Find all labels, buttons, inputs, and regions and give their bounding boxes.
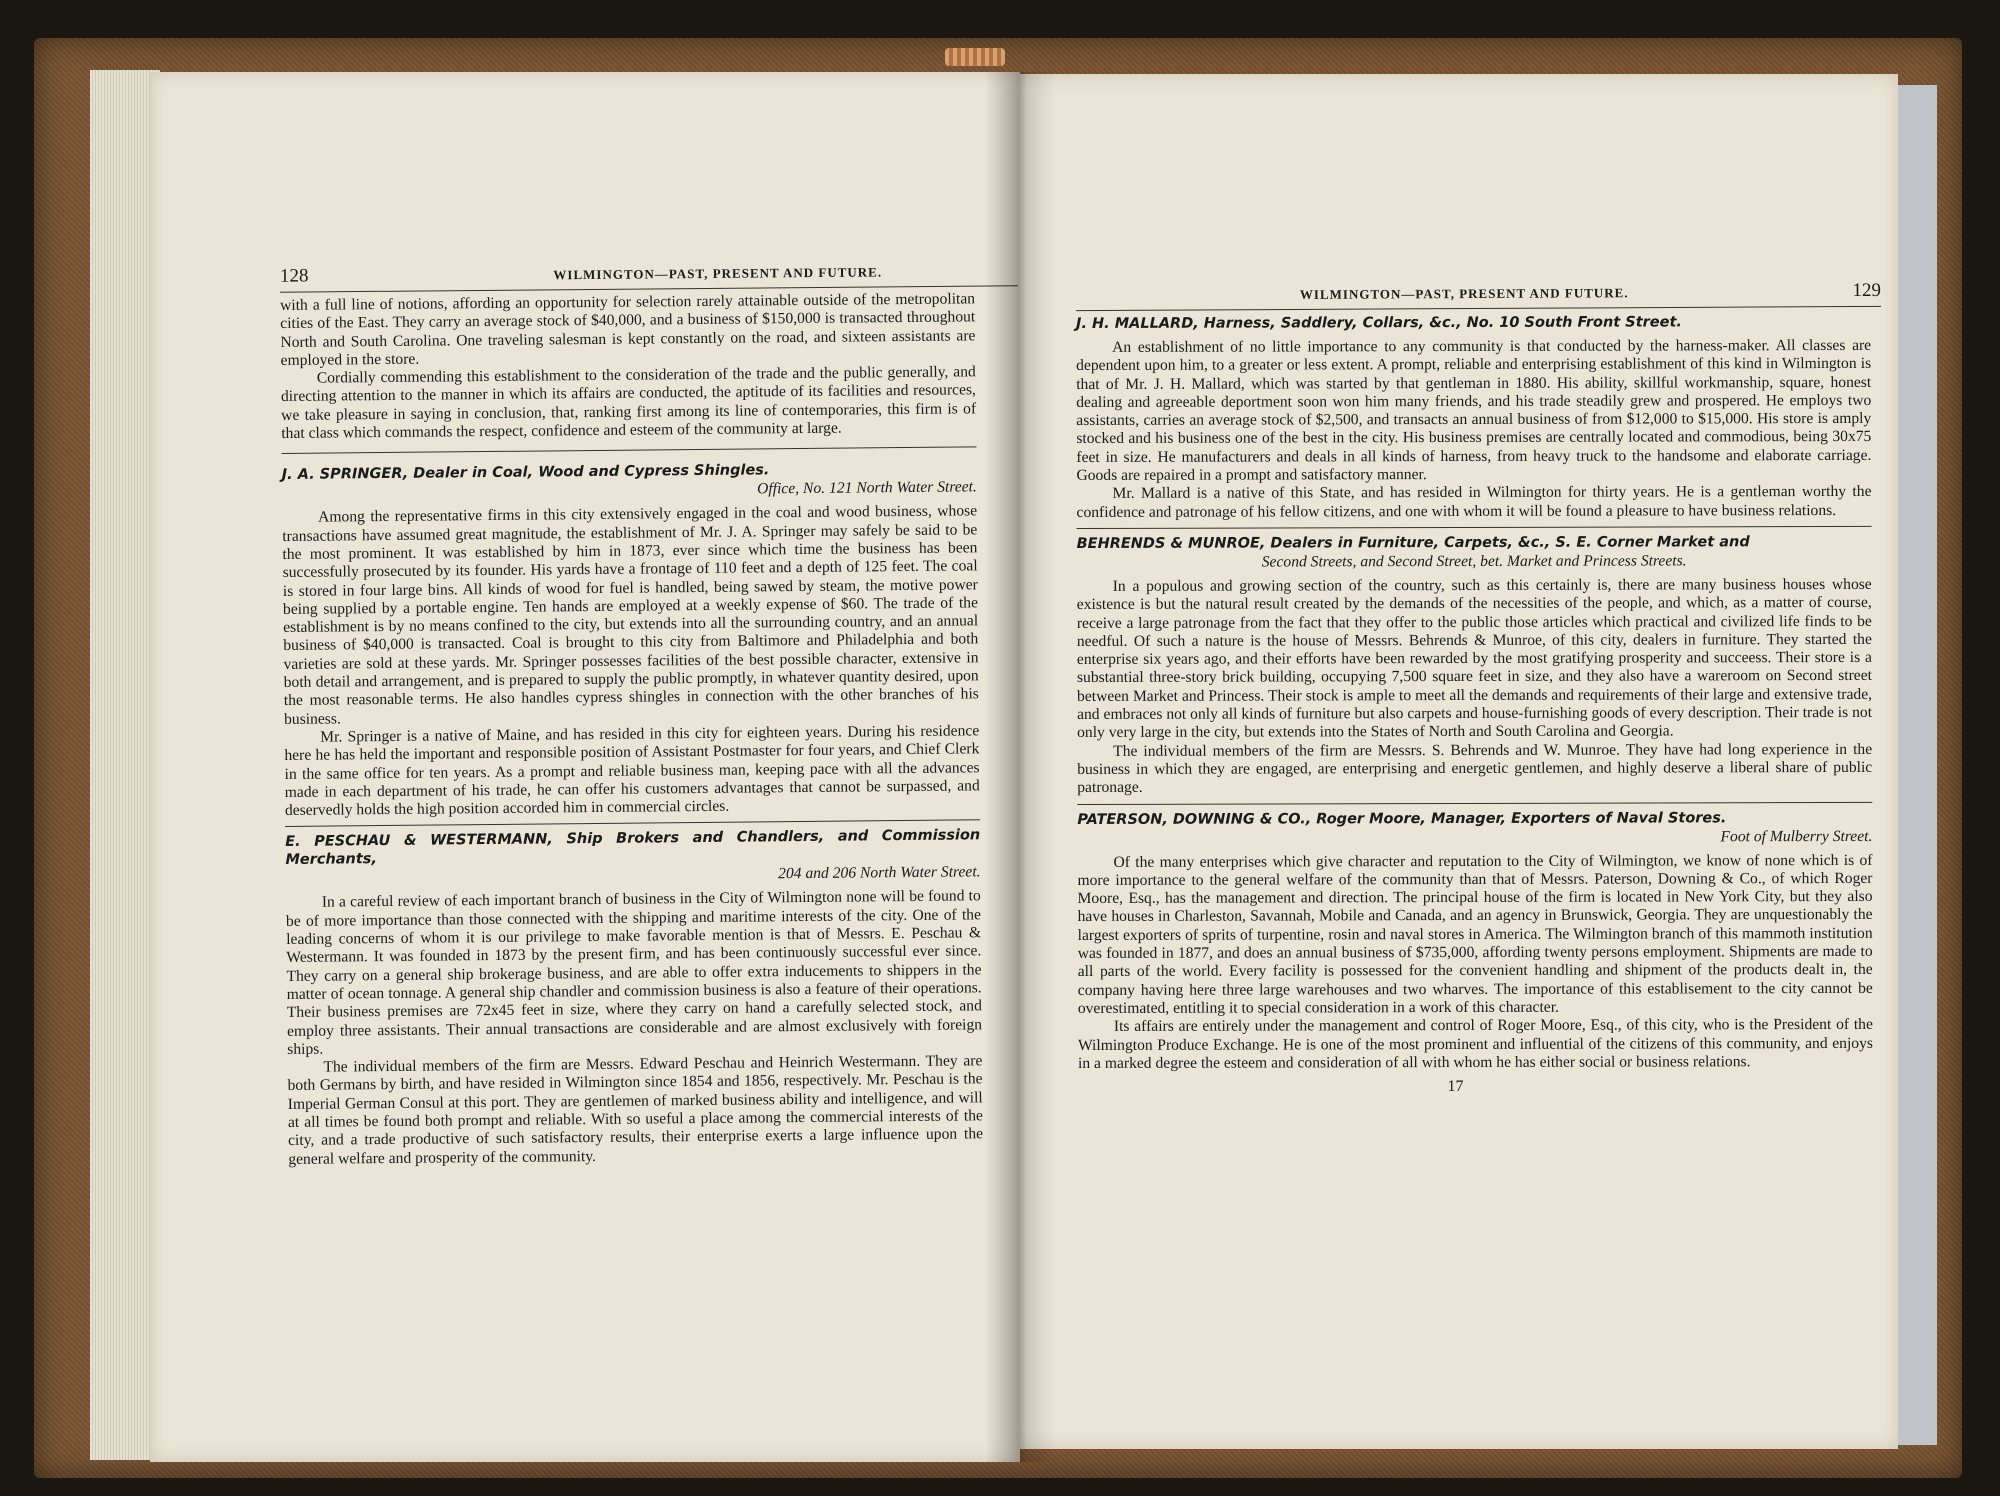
intro-paragraph: with a full line of notions, affording an opportunity for selection rarely attainable outside of the metropolitan cities of the East. They carry an average stock of $40,000, and a business of $150,000 is transacted throughout North and South Carolina. One traveling salesman is kept constantly on the road, and sixteen assistants are employed in the store. [280, 290, 976, 369]
springer-paragraph: Mr. Springer is a native of Maine, and has resided in this city for eighteen years. During his residence here he has held the important and responsible position of Assistant Postmaster for four years, and Chief Clerk in the same office for ten years. As a prompt and reliable business man, keeping pace with all the advances made in each department of his trade, he can offer his customers advantages that cannot be surpassed, and deservedly holds the high position accorded him in commercial circles. [284, 722, 980, 820]
signature-mark: 17 [1447, 1078, 1464, 1096]
left-page [150, 72, 1020, 1462]
mallard-heading: J. H. MALLARD, Harness, Saddlery, Collars, &c., No. 10 South Front Street. [1076, 314, 1682, 332]
right-page-number: 129 [1852, 279, 1882, 302]
book-headband [945, 48, 1005, 66]
right-text-column [1076, 307, 1873, 1097]
behrends-paragraph: In a populous and growing section of the country, such as this certainly is, there are many business houses whose existence is but the natural result created by the demands of the necessities of the people, and which, as a matter of course, receive a large patronage from the fact that they offer to the public those articles which practical and civilized life finds to be needful. Of such a nature is the house of Messrs. Behrends & Munroe, of this city, dealers in furniture. They started the enterprise six years ago, and their efforts have been rewarded by the most gratifying prosperity and succeess. Their store is a substantial three-story brick building, occupying 7,500 square feet in size, and they also have a wareroom on Second street between Market and Princess. Their stock is ample to meet all the demands and requirements of their large and extensive trade, and embraces not only all kinds of furniture but also carpets and house-furnishing goods of every description. Their trade is not only very large in the city, but extends into the States of North and South Carolina and Georgia. [1076, 575, 1873, 742]
intro-paragraph: Cordially commending this establishment to the consideration of the trade and the public generally, and directing attention to the manner in which its affairs are conducted, the aptitude of its facilities and resources, we take pleasure in saying in conclusion, that, ranking first among its line of contemporaries, this firm is of that class which commands the respect, confidence and esteem of the community at large. [280, 363, 977, 443]
peschau-heading: E. PESCHAU & WESTERMANN, Ship Brokers and Chandlers, and Commission Merchants, [285, 827, 981, 869]
paterson-heading: PATERSON, DOWNING & CO., Roger Moore, Manager, Exporters of Naval Stores. [1077, 809, 1727, 828]
left-page-number: 128 [279, 265, 309, 287]
right-page [1018, 74, 1898, 1449]
behrends-heading: BEHRENDS & MUNROE, Dealers in Furniture, Carpets, &c., S. E. Corner Market and [1076, 534, 1750, 552]
peschau-address: 204 and 206 North Water Street. [778, 863, 981, 883]
left-running-head-title: WILMINGTON—PAST, PRESENT AND FUTURE. [553, 264, 883, 283]
right-running-head-title: WILMINGTON—PAST, PRESENT AND FUTURE. [1299, 285, 1629, 302]
mallard-paragraph: Mr. Mallard is a native of this State, and has resided in Wilmington for thirty years. He is a gentleman worthy the confidence and patronage of his fellow citizens, and one with whom it will be found a pleasure to have business relations. [1076, 483, 1872, 521]
behrends-paragraph: The individual members of the firm are Messrs. S. Behrends and W. Munroe. They have had long experience in the business in which they are engaged, are enterprising and energetic gentlemen, and highly deserve a liberal share of public patronage. [1077, 740, 1873, 797]
springer-heading: J. A. SPRINGER, Dealer in Coal, Wood and Cypress Shingles. [281, 462, 770, 484]
behrends-address: Second Streets, and Second Street, bet. Market and Princess Streets. [1261, 552, 1687, 571]
page-edges-right [1895, 85, 1937, 1445]
springer-address: Office, No. 121 North Water Street. [757, 478, 977, 498]
mallard-paragraph: An establishment of no little importance to any community is that conducted by the harness-maker. All classes are dependent upon him, to a greater or less extent. A prompt, reliable and enterprising establishment of this kind in Wilmington is that of Mr. J. H. Mallard, which was started by that gentleman in 1880. His ability, skillful workmanship, square, honest dealing and agreeable deportment soon won him many friends, and his trade steadily grew and prospered. He employs two assistants, carries an average stock of $2,500, and transacts an annual business of from $12,000 to $15,000. His store is amply stocked and his business one of the best in the city. His business premises are centrally located and commodious, being 30x75 feet in size. He manufacturers and deals in all kinds of harness, from heavy truck to the handsome and elaborate carriage. Goods are repaired in a prompt and satisfactory manner. [1076, 336, 1872, 485]
section-rule [1077, 801, 1872, 804]
section-rule [285, 820, 980, 828]
peschau-paragraph: In a careful review of each important branch of business in the City of Wilmington none will be found to be of more importance than those connected with the shipping and maritime interests of the city. One of the leading concerns of whom it is our privilege to make favorable mention is that of Messrs. E. Peschau & Westermann. It was founded in 1873 by the present firm, and has been continuously successful ever since. They carry on a general ship brokerage business, and are able to offer extra inducements to shippers in the matter of ocean tonnage. A general ship chandler and commission business is also a feature of their operations. Their business premises are 72x45 feet in size, where they carry on hand a carefully selected stock, and employ three assistants. Their annual transactions are considerable and are almost exclusively with foreign ships. [285, 887, 983, 1058]
peschau-paragraph: The individual members of the firm are Messrs. Edward Peschau and Heinrich Westermann. They are both Germans by birth, and have resided in Wilmington since 1854 and 1856, respectively. Mr. Peschau is the Imperial German Consul at this port. They are gentlemen of marked business ability and intelligence, and will at all times be found both prompt and reliable. With so useful a place among the commercial interests of the city, and a trade productive of such satisfactory results, their enterprise exerts a large influence upon the general welfare and prosperity of the community. [287, 1052, 984, 1168]
section-rule [1077, 526, 1872, 529]
left-running-head [280, 258, 1127, 292]
paterson-paragraph: Of the many enterprises which give character and reputation to the City of Wilmington, we know of none which is of more importance to the general welfare of the community than that of Messrs. Paterson, Downing & Co., of which Roger Moore, Esq., has the management and direction. The principal house of the firm is located in New York City, but they also have houses in Charleston, Savannah, Mobile and Canada, and an agency in Brunswick, Georgia. They are unquestionably the largest exporters of sprits of turpentine, rosin and naval stores in America. The Wilmington branch of this mammoth institution was founded in 1877, and does an annual business of $735,000, affording twenty persons employment. Shipments are made to all parts of the world. Every facility is possessed for the convenient handling and shipment of the products dealt in, the company having here three large warehouses and two wharves. The importance of this establisement to the city cannot be overestimated, entitling it to special consideration in a work of this character. [1077, 851, 1873, 1017]
paterson-paragraph: Its affairs are entirely under the management and control of Roger Moore, Esq., of this city, who is the President of the Wilmington Produce Exchange. He is one of the most prominent and influential of the citizens of this community, and enjoys in a marked degree the esteem and consideration of all with whom he has either social or business relations. [1077, 1016, 1873, 1072]
section-rule [282, 447, 977, 455]
paterson-address: Foot of Mulberry Street. [1720, 827, 1873, 845]
left-text-column [280, 290, 983, 1169]
springer-paragraph: Among the representative firms in this city extensively engaged in the coal and wood business, whose transactions have assumed great magnitude, the establishment of Mr. J. A. Springer may safely be said to be the most prominent. It was established by him in 1873, ever since which time the business has been successfully prosecuted by its founder. His yards have a frontage of 110 feet and a depth of 125 feet. The coal is stored in four large bins. All kinds of wood for fuel is handled, being sawed by steam, the motive power being supplied by a portable engine. Ten hands are employed at a weekly expense of $60. The trade of the establishment is by no means confined to the city, but extends into all the surrounding country, and an annual business of $40,000 is transacted. Coal is brought to this city from Baltimore and Philadelphia and both varieties are sold at these yards. Mr. Springer possesses facilities of the best possible character, extensive in both detail and arrangement, and is prepared to supply the public promptly, in whatever quantity desired, upon the most reasonable terms. He also handles cypress shingles in connection with the other branches of his business. [282, 502, 979, 728]
